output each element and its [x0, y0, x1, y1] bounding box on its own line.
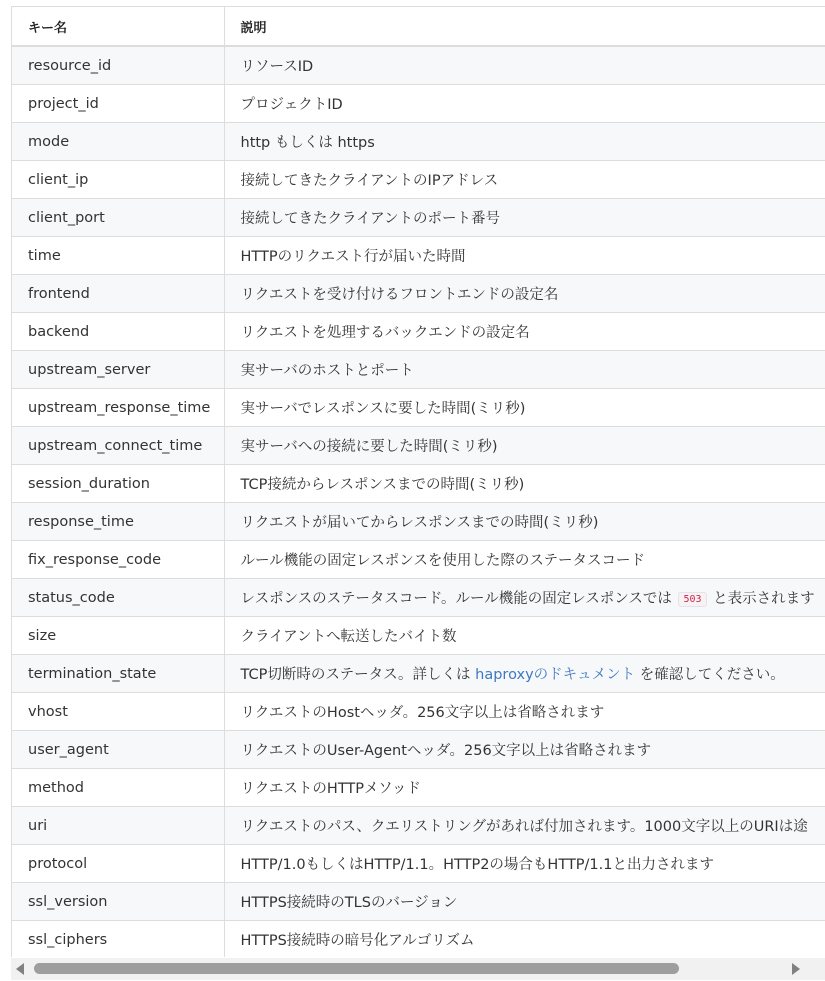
description-cell: クライアントへ転送したバイト数 [224, 617, 825, 655]
table-row [12, 427, 825, 465]
log-keys-table [12, 7, 825, 957]
log-keys-table-container[interactable] [11, 6, 825, 957]
description-cell: 実サーバへの接続に要した時間(ミリ秒) [224, 427, 825, 465]
key-cell: ssl_version [12, 883, 224, 921]
header-key-name: キー名 [12, 7, 224, 46]
description-cell: プロジェクトID [224, 85, 825, 123]
haproxy-docs-link[interactable]: haproxyのドキュメント [475, 667, 636, 683]
description-cell: リクエストのUser-Agentヘッダ。256文字以上は省略されます [224, 731, 825, 769]
table-row [12, 579, 825, 617]
description-cell: HTTPS接続時のTLSのバージョン [224, 883, 825, 921]
description-cell: リクエストを処理するバックエンドの設定名 [224, 313, 825, 351]
table-row [12, 46, 825, 85]
table-row [12, 351, 825, 389]
key-cell: frontend [12, 275, 224, 313]
description-cell: HTTP/1.0もしくはHTTP/1.1。HTTP2の場合もHTTP/1.1と出力されます [224, 845, 825, 883]
description-cell: 実サーバでレスポンスに要した時間(ミリ秒) [224, 389, 825, 427]
key-cell: backend [12, 313, 224, 351]
description-cell: TCP接続からレスポンスまでの時間(ミリ秒) [224, 465, 825, 503]
key-cell: method [12, 769, 224, 807]
key-cell: fix_response_code [12, 541, 224, 579]
description-cell: リクエストのHostヘッダ。256文字以上は省略されます [224, 693, 825, 731]
table-row [12, 389, 825, 427]
description-cell: リクエストのHTTPメソッド [224, 769, 825, 807]
description-text: TCP切断時のステータス。詳しくは [240, 667, 471, 683]
description-cell: リクエストのパス、クエリストリングがあれば付加されます。1000文字以上のURIは途 [224, 807, 825, 845]
table-row [12, 313, 825, 351]
key-cell: vhost [12, 693, 224, 731]
key-cell: resource_id [12, 46, 224, 85]
table-row [12, 465, 825, 503]
table-row [12, 845, 825, 883]
description-cell: リソースID [224, 46, 825, 85]
key-cell: protocol [12, 845, 224, 883]
table-row [12, 161, 825, 199]
key-cell: ssl_ciphers [12, 921, 224, 958]
table-row [12, 503, 825, 541]
key-cell: status_code [12, 579, 224, 617]
horizontal-scrollbar[interactable] [11, 958, 825, 980]
description-cell: ルール機能の固定レスポンスを使用した際のステータスコード [224, 541, 825, 579]
key-cell: uri [12, 807, 224, 845]
table-row [12, 883, 825, 921]
key-cell: session_duration [12, 465, 224, 503]
description-text: を確認してください。 [639, 667, 785, 683]
description-cell: HTTPのリクエスト行が届いた時間 [224, 237, 825, 275]
table-row [12, 85, 825, 123]
table-row [12, 921, 825, 958]
table-row [12, 731, 825, 769]
description-text: レスポンスのステータスコード。ルール機能の固定レスポンスでは [240, 591, 672, 607]
description-cell: 接続してきたクライアントのIPアドレス [224, 161, 825, 199]
key-cell: client_port [12, 199, 224, 237]
table-header-row [12, 7, 825, 46]
key-cell: response_time [12, 503, 224, 541]
table-row [12, 655, 825, 693]
key-cell: user_agent [12, 731, 224, 769]
key-cell: mode [12, 123, 224, 161]
description-cell: http もしくは https [224, 123, 825, 161]
description-cell: 実サーバのホストとポート [224, 351, 825, 389]
table-row [12, 617, 825, 655]
triangle-right-icon[interactable] [792, 963, 800, 975]
key-cell: project_id [12, 85, 224, 123]
table-row [12, 123, 825, 161]
description-text: と表示されます [713, 591, 815, 607]
description-cell: 接続してきたクライアントのポート番号 [224, 199, 825, 237]
table-row [12, 541, 825, 579]
header-description: 説明 [224, 7, 825, 46]
key-cell: upstream_server [12, 351, 224, 389]
triangle-left-icon[interactable] [16, 963, 24, 975]
table-row [12, 237, 825, 275]
table-row [12, 199, 825, 237]
description-cell: HTTPS接続時の暗号化アルゴリズム [224, 921, 825, 958]
description-cell [224, 655, 825, 693]
table-row [12, 769, 825, 807]
table-row [12, 275, 825, 313]
key-cell: upstream_connect_time [12, 427, 224, 465]
key-cell: client_ip [12, 161, 224, 199]
key-cell: termination_state [12, 655, 224, 693]
description-cell: リクエストを受け付けるフロントエンドの設定名 [224, 275, 825, 313]
key-cell: time [12, 237, 224, 275]
description-cell: リクエストが届いてからレスポンスまでの時間(ミリ秒) [224, 503, 825, 541]
key-cell: size [12, 617, 224, 655]
key-cell: upstream_response_time [12, 389, 224, 427]
table-row [12, 693, 825, 731]
table-row [12, 807, 825, 845]
description-cell [224, 579, 825, 617]
scrollbar-thumb[interactable] [34, 963, 679, 974]
status-code-snippet: 503 [678, 592, 706, 607]
